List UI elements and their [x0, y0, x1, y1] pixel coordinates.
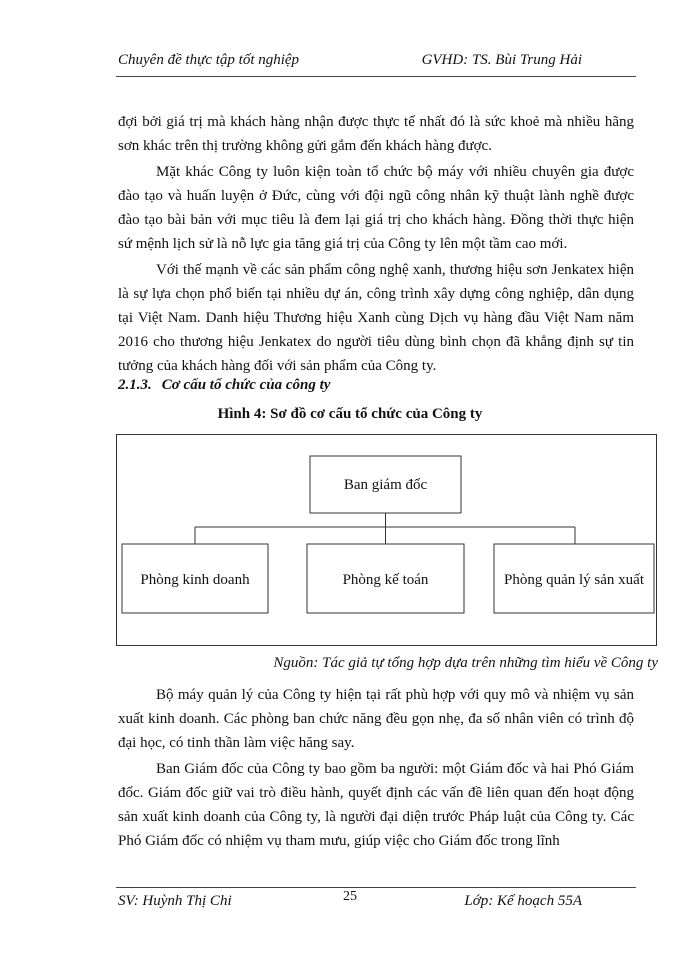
section-title: Cơ cấu tổ chức của công ty: [161, 377, 331, 393]
accounting-dept-label: Phòng kế toán: [342, 572, 429, 588]
director-label: Ban giám đốc: [343, 477, 428, 493]
figure-source: Nguồn: Tác giả tự tổng hợp dựa trên những tìm hiểu về Công ty: [273, 655, 658, 671]
header-title: Chuyên đề thực tập tốt nghiệp: [118, 52, 300, 68]
sales-dept-label: Phòng kinh doanh: [140, 572, 250, 588]
footer-student: SV: Huỳnh Thị Chi: [118, 893, 232, 909]
paragraph-3: Với thế mạnh về các sản phẩm công nghệ xanh, thương hiệu sơn Jenkatex hiện là sự lựa chọn phổ biến tại nhiều dự án, công trình xây dựng công nghiệp, dân dụng tại Việt Nam. Danh hiệu Thương hiệu Xanh cùng Dịch vụ hàng đầu Việt Nam năm 2016 cho thương hiệu Jenkatex do người tiêu dùng bình chọn đã khẳng định sự tin tưởng của khách hàng đối với sản phẩm của Công ty.: [118, 262, 634, 374]
figure-caption: Hình 4: Sơ đồ cơ cấu tổ chức của Công ty: [217, 406, 483, 422]
paragraph-4: Bộ máy quản lý của Công ty hiện tại rất phù hợp với quy mô và nhiệm vụ sản xuất kinh doanh. Các phòng ban chức năng đều gọn nhẹ, đa số nhân viên có trình độ đại học, có tinh thần làm việc hăng say.: [118, 687, 634, 751]
footer-rule: [116, 887, 636, 888]
org-chart: [116, 434, 657, 646]
header-rule: [116, 76, 636, 77]
section-heading: [118, 377, 330, 394]
section-number: 2.1.3.: [118, 377, 152, 393]
production-dept-label: Phòng quản lý sản xuất: [504, 572, 644, 588]
header-supervisor: GVHD: TS. Bùi Trung Hải: [421, 52, 582, 68]
page-number: 25: [343, 889, 357, 904]
paragraph-2: Mặt khác Công ty luôn kiện toàn tổ chức bộ máy với nhiều chuyên gia được đào tạo và huấn luyện ở Đức, cùng với đội ngũ công nhân kỹ thuật lành nghề được đào tạo bài bản với mục tiêu là đem lại giá trị cho khách hàng. Đồng thời thực hiện sứ mệnh lịch sử là nỗ lực gia tăng giá trị của Công ty lên một tầm cao mới.: [118, 164, 634, 252]
paragraph-1: đợi bởi giá trị mà khách hàng nhận được thực tế nhất đó là sức khoẻ mà nhiều hãng sơn khác trên thị trường không gửi gắm đến khách hàng được.: [118, 114, 634, 154]
paragraph-5: Ban Giám đốc của Công ty bao gồm ba người: một Giám đốc và hai Phó Giám đốc. Giám đốc giữ vai trò điều hành, quyết định các vấn đề liên quan đến hoạt động sản xuất kinh doanh của Công ty, là người đại diện trước Pháp luật của Công ty. Các Phó Giám đốc có nhiệm vụ tham mưu, giúp việc cho Giám đốc trong lĩnh: [118, 761, 634, 849]
footer-class: Lớp: Kế hoạch 55A: [464, 893, 582, 909]
